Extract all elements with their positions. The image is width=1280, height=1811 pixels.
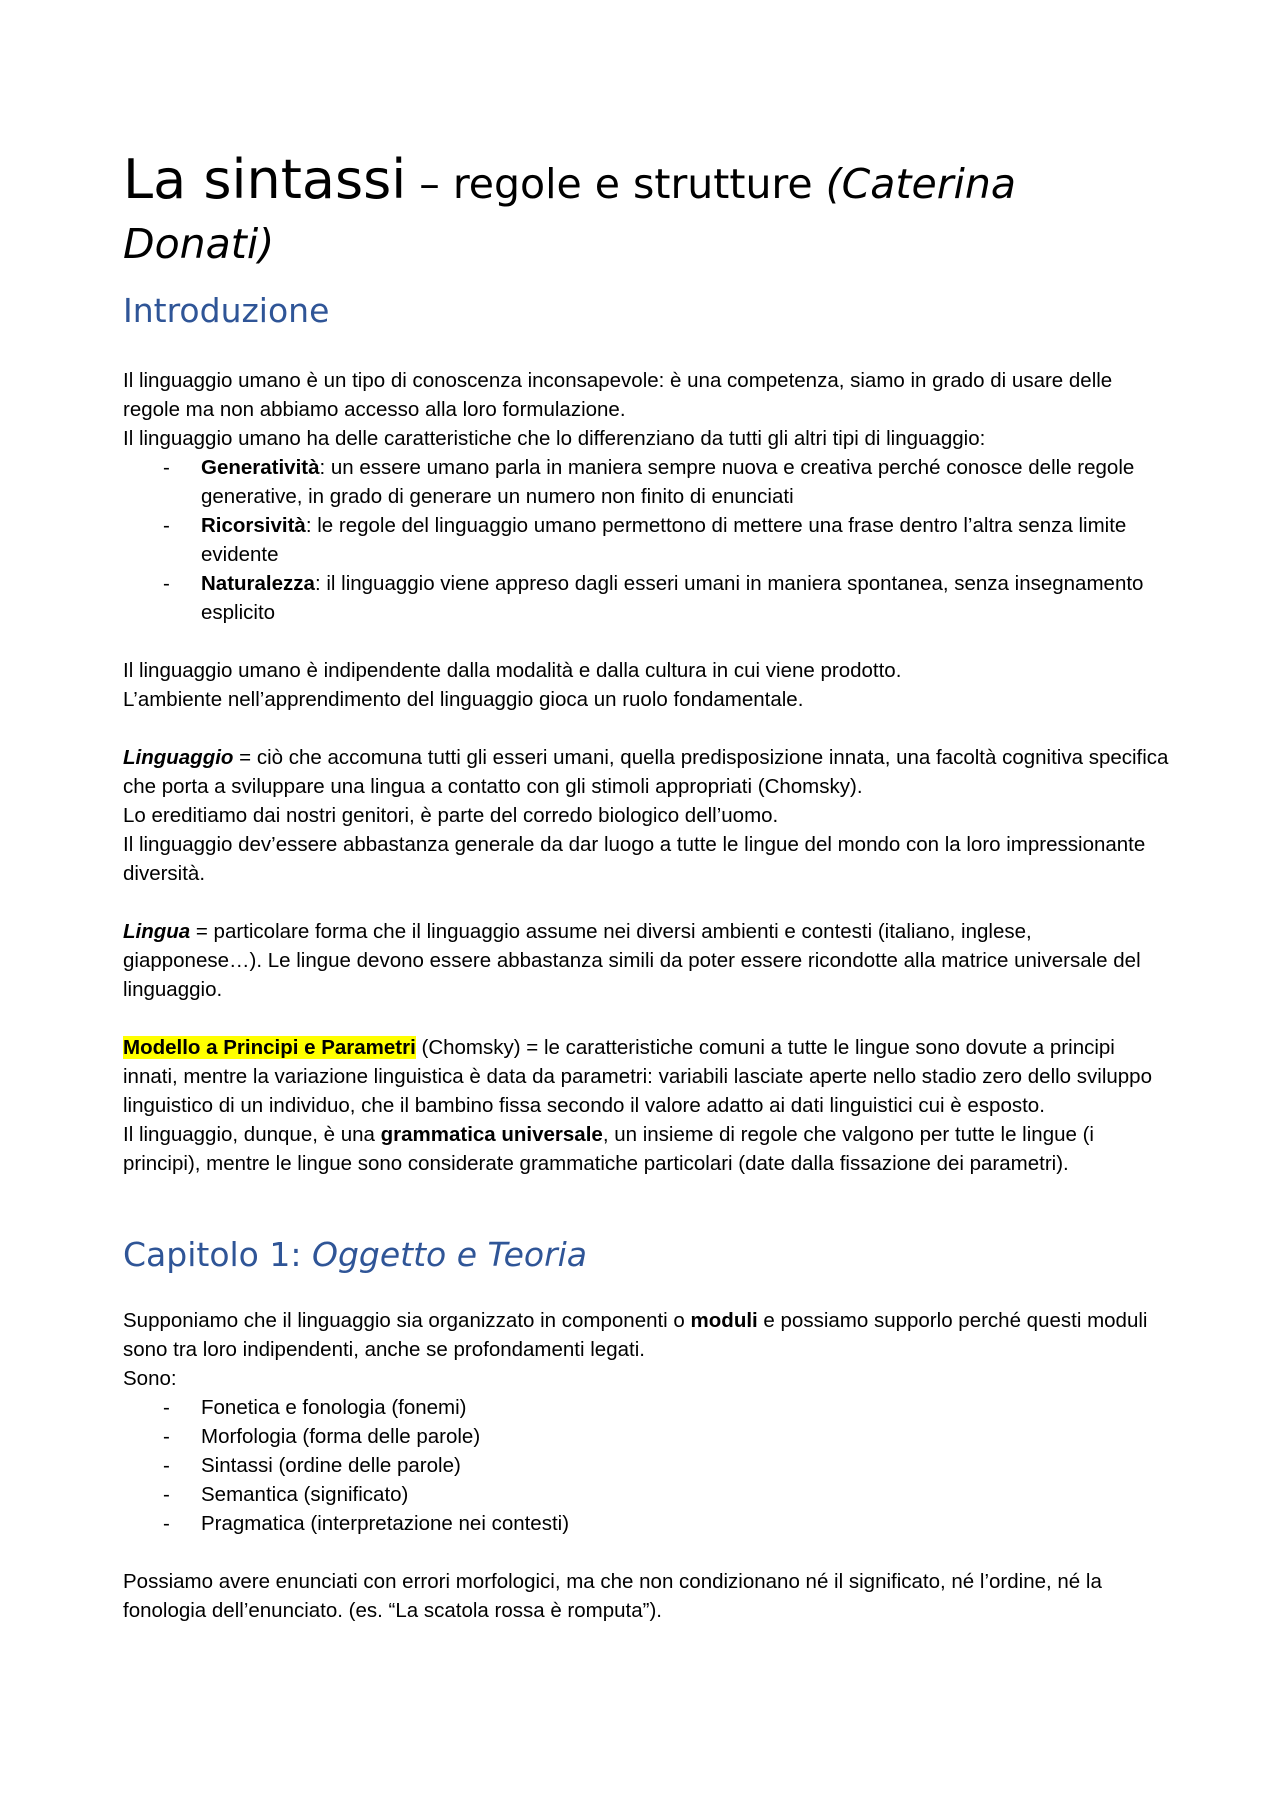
list-dash: - [163,1512,170,1535]
list-item-text: : un essere umano parla in maniera sempre nuova e creativa perché conosce delle regole generative, in grado di generare un numero non finito di enunciati [201,456,1135,508]
definition-text: = ciò che accomuna tutti gli esseri umani, quella predisposizione innata, una facoltà cognitiva specifica che porta a sviluppare una lingua a contatto con gli stimoli appropriati (Chomsky). [123,746,1169,798]
document-title [123,150,1173,274]
spacer [123,1004,1173,1033]
definition-text: (Chomsky) = le caratteristiche comuni a tutte le lingue sono dovute a principi innati, mentre la variazione linguistica è data da parametri: variabili lasciate aperte nello stadio zero dello sviluppo linguistico di un individuo, che il bambino fissa secondo il valore adatto ai dati linguistici cui è esposto. [123,1036,1152,1117]
paragraph: Possiamo avere enunciati con errori morfologici, ma che non condizionano né il significato, né l’ordine, né la fonologia dell’enunciato. (es. “La scatola rossa è romputa”). [123,1570,1102,1622]
list-item-text: : le regole del linguaggio umano permettono di mettere una frase dentro l’altra senza limite evidente [201,514,1127,566]
paragraph: Il linguaggio umano è indipendente dalla modalità e dalla cultura in cui viene prodotto. [123,659,902,682]
highlighted-term: Modello a Principi e Parametri [123,1036,416,1059]
paragraph: L’ambiente nell’apprendimento del linguaggio gioca un ruolo fondamentale. [123,688,804,711]
modules-list [123,1393,1173,1538]
list-item [123,453,1173,511]
list-dash: - [163,1425,170,1448]
paragraph-moduli [123,1306,1173,1364]
list-item-text: Sintassi (ordine delle parole) [201,1454,461,1477]
list-dash: - [163,572,170,595]
definition-text: = particolare forma che il linguaggio assume nei diversi ambienti e contesti (italiano, inglese, giapponese…). Le lingue devono essere abbastanza simili da poter essere ricondotte alla matrice universale del linguaggio. [123,920,1141,1001]
term-bold: grammatica universale [380,1123,603,1146]
features-list [123,453,1173,627]
list-item-text: : il linguaggio viene appreso dagli esseri umani in maniera spontanea, senza insegnamento esplicito [201,572,1144,624]
document-page [123,150,1173,1625]
list-item-text: Pragmatica (interpretazione nei contesti) [201,1512,570,1535]
list-item [123,1422,1173,1451]
term-bold-italic: Lingua [123,920,191,943]
list-dash: - [163,1396,170,1419]
text: , un insieme di regole che valgono per tutte le lingue (i principi), mentre le lingue sono considerate grammatiche particolari (date dalla fissazione dei parametri). [123,1123,1094,1175]
section-heading-capitolo-1 [123,1234,1173,1276]
heading-prefix: Capitolo 1: [123,1235,312,1274]
list-dash: - [163,1454,170,1477]
heading-title: Oggetto e Teoria [311,1235,588,1274]
paragraph-grammatica [123,1120,1173,1178]
term-bold-italic: Linguaggio [123,746,234,769]
title-author: (Caterina Donati) [123,160,1017,268]
spacer [123,627,1173,656]
paragraph: Il linguaggio umano è un tipo di conoscenza inconsapevole: è una competenza, siamo in grado di usare delle regole ma non abbiamo accesso alla loro formulazione. [123,369,1113,421]
list-item [123,1480,1173,1509]
title-subtitle: – regole e strutture [406,160,826,208]
paragraph: Sono: [123,1367,177,1390]
list-item [123,1393,1173,1422]
definition-linguaggio [123,743,1173,801]
text: Il linguaggio, dunque, è una [123,1123,381,1146]
list-item-text: Morfologia (forma delle parole) [201,1425,481,1448]
definition-modello [123,1033,1173,1120]
title-main: La sintassi [123,148,407,211]
spacer [123,714,1173,743]
list-item [123,511,1173,569]
list-dash: - [163,456,170,479]
paragraph: Lo ereditiamo dai nostri genitori, è parte del corredo biologico dell’uomo. [123,804,779,827]
text: Supponiamo che il linguaggio sia organizzato in componenti o [123,1309,691,1332]
list-item [123,1451,1173,1480]
list-item [123,1509,1173,1538]
term-bold: moduli [690,1309,758,1332]
definition-lingua [123,917,1173,1004]
paragraph: Il linguaggio umano ha delle caratteristiche che lo differenziano da tutti gli altri tipi di linguaggio: [123,427,986,450]
list-dash: - [163,1483,170,1506]
text: e possiamo supporlo perché questi moduli sono tra loro indipendenti, anche se profondamenti legati. [123,1309,1148,1361]
paragraph: Il linguaggio dev’essere abbastanza generale da dar luogo a tutte le lingue del mondo con la loro impressionante diversità. [123,833,1146,885]
list-dash: - [163,514,170,537]
term-bold: Generatività [201,456,320,479]
spacer [123,888,1173,917]
list-item [123,569,1173,627]
list-item-text: Fonetica e fonologia (fonemi) [201,1396,467,1419]
list-item-text: Semantica (significato) [201,1483,409,1506]
spacer [123,1538,1173,1567]
term-bold: Ricorsività [201,514,306,537]
section-heading-introduzione: Introduzione [123,291,330,330]
term-bold: Naturalezza [201,572,315,595]
